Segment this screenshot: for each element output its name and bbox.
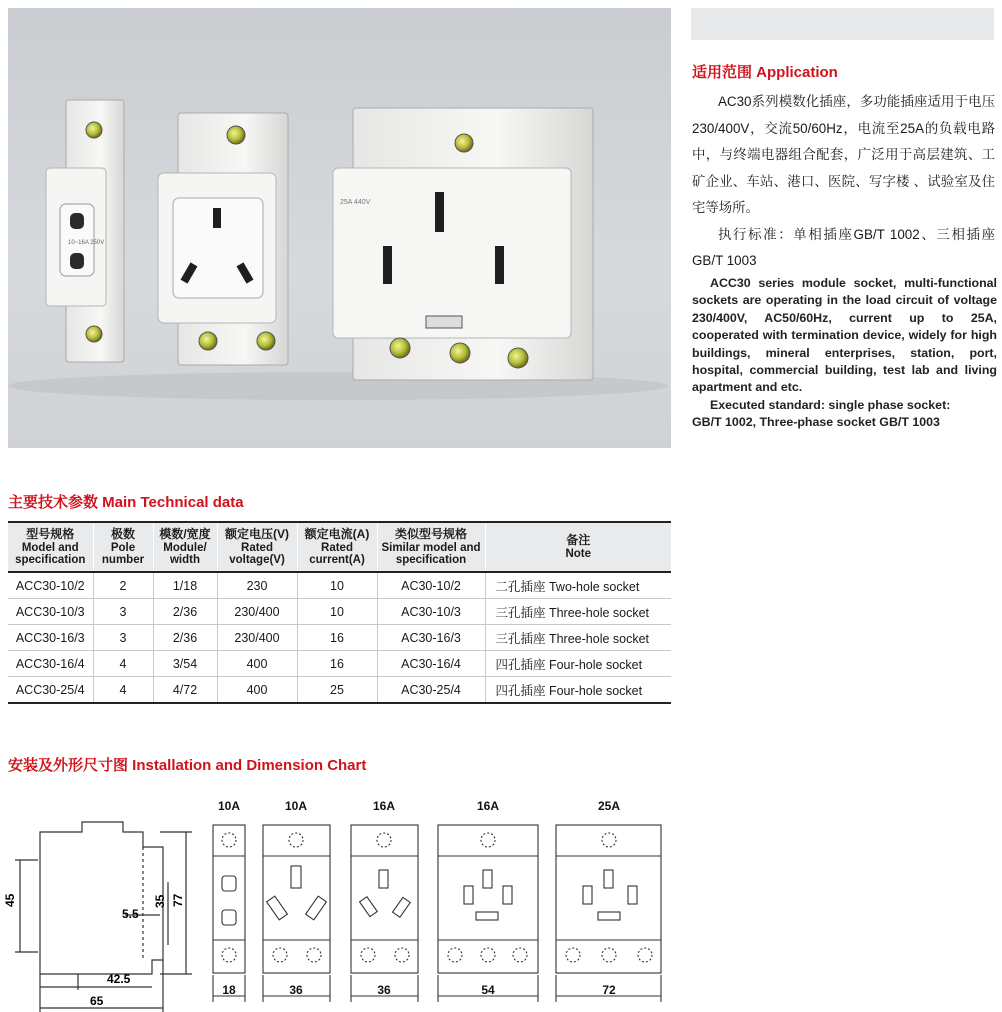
cell: AC30-16/4 [377, 651, 485, 677]
col-header: 备注 Note [485, 522, 671, 572]
cell: 10 [297, 599, 377, 625]
table-row [8, 572, 671, 599]
col-header: 类似型号规格 Similar model and specification [377, 522, 485, 572]
cell: ACC30-10/3 [8, 599, 93, 625]
table-row [8, 677, 671, 704]
cell: 2/36 [153, 599, 217, 625]
front-view-16a-54 [438, 825, 538, 1002]
application-en-standard-cont: GB/T 1002, Three-phase socket GB/T 1003 [692, 415, 940, 430]
header-bar [691, 8, 994, 40]
dim-45: 45 [3, 893, 17, 907]
cell: 3 [93, 599, 153, 625]
front-view-16a-36 [351, 825, 418, 1002]
cell: 230/400 [217, 625, 297, 651]
col-header: 型号规格 Model and specification [8, 522, 93, 572]
dimension-chart [0, 790, 1002, 1012]
cell: 3 [93, 625, 153, 651]
cell: AC30-10/3 [377, 599, 485, 625]
cell: 230 [217, 572, 297, 599]
cell: 3/54 [153, 651, 217, 677]
cell: ACC30-25/4 [8, 677, 93, 704]
cell: 400 [217, 677, 297, 704]
cell: 4 [93, 651, 153, 677]
width-label: 72 [602, 983, 616, 997]
cell: 三孔插座 Three-hole socket [485, 599, 671, 625]
table-header-row [8, 522, 671, 572]
svg-text:10~16A 250V: 10~16A 250V [68, 240, 105, 246]
application-en-standard: Executed standard: single phase socket: [710, 397, 951, 412]
application-en-paragraph: ACC30 series module socket, multi-functional sockets are operating in the load circuit of voltage 230/400V, AC50/60Hz, current up to 25A, cooperated with termination device, widely for high buildings, mineral enterprises, station, port, hospital, commercial building, test lab and living apartment and etc. [692, 276, 997, 395]
cell: AC30-10/2 [377, 572, 485, 599]
width-label: 36 [289, 983, 303, 997]
cell: ACC30-10/2 [8, 572, 93, 599]
cell: 230/400 [217, 599, 297, 625]
front-view-25a-72 [556, 825, 661, 1002]
product-photo [8, 8, 671, 448]
cell: 4/72 [153, 677, 217, 704]
rating-label: 25A [597, 799, 621, 813]
table-row [8, 651, 671, 677]
cell: 16 [297, 625, 377, 651]
front-view-10a-18 [213, 825, 245, 1002]
width-label: 54 [481, 983, 495, 997]
application-cn-paragraph: AC30系列模数化插座，多功能插座适用于电压230/400V，交流50/60Hz，电流至25A的负载电路中，与终端电器组合配套，广泛用于高层建筑、工矿企业、车站、港口、医院、写字楼 、试验室及住宅等场所。 [692, 94, 995, 215]
cell: 2/36 [153, 625, 217, 651]
rating-label: 16A [476, 799, 500, 813]
application-cn-text [692, 89, 995, 275]
cell: 二孔插座 Two-hole socket [485, 572, 671, 599]
dim-35: 35 [153, 894, 167, 908]
two-hole-socket-module [46, 100, 124, 362]
cell: AC30-25/4 [377, 677, 485, 704]
cell: 1/18 [153, 572, 217, 599]
col-header: 极数 Pole number [93, 522, 153, 572]
cell: 4 [93, 677, 153, 704]
application-cn-standard: 执行标准：单相插座GB/T 1002、三相插座GB/T 1003 [692, 226, 995, 268]
table-row [8, 625, 671, 651]
cell: 25 [297, 677, 377, 704]
cell: 四孔插座 Four-hole socket [485, 651, 671, 677]
table-row [8, 599, 671, 625]
application-en-text [692, 275, 997, 432]
dimension-title: 安装及外形尺寸图 Installation and Dimension Chart [8, 757, 367, 774]
four-hole-socket-module [333, 108, 593, 380]
cell: 2 [93, 572, 153, 599]
side-view [15, 822, 192, 1012]
rating-label: 10A [284, 799, 308, 813]
col-header: 额定电压(V) Rated voltage(V) [217, 522, 297, 572]
cell: 10 [297, 572, 377, 599]
rating-label: 16A [372, 799, 396, 813]
cell: ACC30-16/3 [8, 625, 93, 651]
dim-5-5: 5.5 [122, 907, 139, 921]
cell: 400 [217, 651, 297, 677]
col-header: 模数/宽度 Module/ width [153, 522, 217, 572]
cell: 四孔插座 Four-hole socket [485, 677, 671, 704]
width-label: 18 [222, 983, 236, 997]
svg-text:25A 440V: 25A 440V [340, 199, 371, 206]
cell: ACC30-16/4 [8, 651, 93, 677]
application-title: 适用范围 Application [692, 64, 838, 81]
tech-table [8, 521, 671, 704]
cell: 16 [297, 651, 377, 677]
rating-label: 10A [217, 799, 241, 813]
dim-42-5: 42.5 [107, 972, 131, 986]
width-label: 36 [377, 983, 391, 997]
front-view-10a-36 [263, 825, 330, 1002]
dim-77: 77 [171, 893, 185, 907]
dim-65: 65 [90, 994, 104, 1008]
three-hole-socket-module [158, 113, 288, 365]
cell: 三孔插座 Three-hole socket [485, 625, 671, 651]
cell: AC30-16/3 [377, 625, 485, 651]
tech-title: 主要技术参数 Main Technical data [8, 494, 244, 511]
col-header: 额定电流(A) Rated current(A) [297, 522, 377, 572]
